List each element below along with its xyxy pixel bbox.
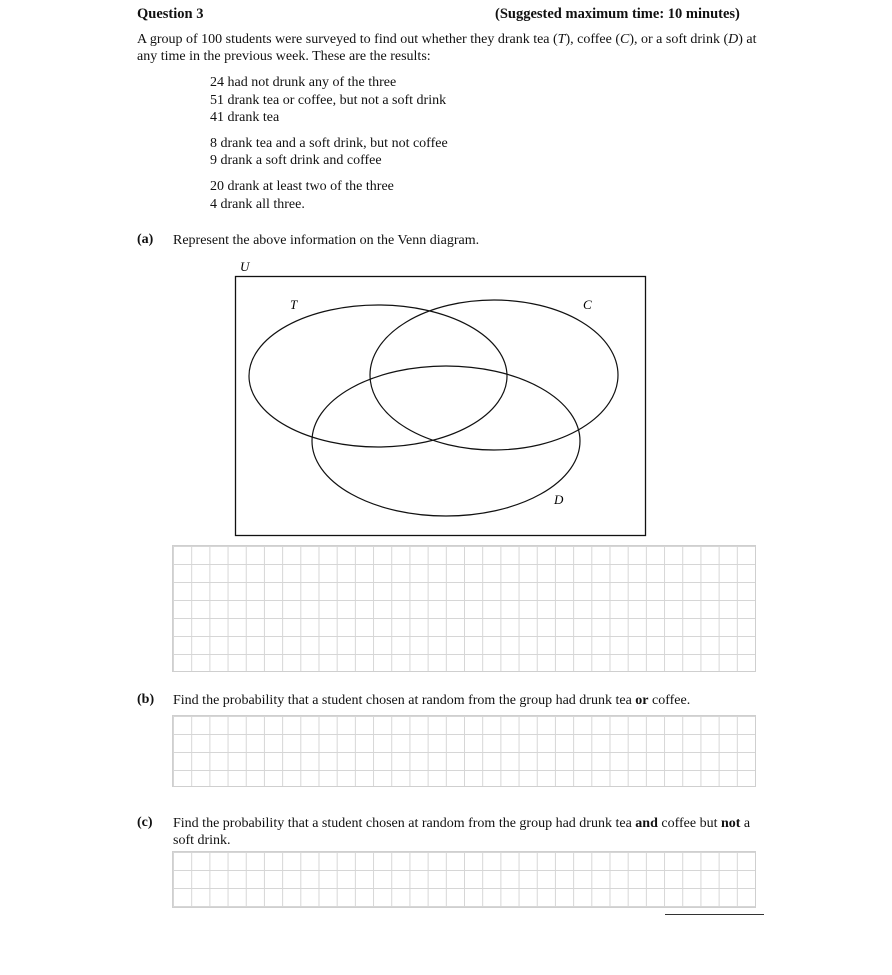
answer-grid-a[interactable] xyxy=(172,545,756,672)
result-line: 8 drank tea and a soft drink, but not coffee xyxy=(210,136,448,151)
result-line: 20 drank at least two of the three xyxy=(210,179,394,194)
answer-line xyxy=(665,914,764,915)
symbol-d: D xyxy=(728,32,739,47)
part-a-label: (a) xyxy=(137,232,154,247)
result-line: 41 drank tea xyxy=(210,110,280,125)
part-c-text-2: coffee but xyxy=(657,816,721,831)
answer-grid-c[interactable] xyxy=(172,851,756,908)
part-b-text-2: coffee. xyxy=(648,693,691,708)
result-line: 9 drank a soft drink and coffee xyxy=(210,153,382,168)
result-line: 4 drank all three. xyxy=(210,197,305,212)
universe-label: U xyxy=(240,259,250,274)
part-c-bold-1: and xyxy=(635,816,658,831)
set-c-ellipse xyxy=(370,300,618,450)
result-line: 24 had not drunk any of the three xyxy=(210,75,397,90)
set-t-label: T xyxy=(290,297,298,312)
answer-grid-b[interactable] xyxy=(172,715,756,787)
symbol-c: C xyxy=(620,32,630,47)
part-c-bold-2: not xyxy=(720,816,741,831)
part-b-text-1: Find the probability that a student chosen at random from the group had drunk tea xyxy=(173,693,636,708)
intro-text-1: A group of 100 students were surveyed to find out whether they drank tea ( xyxy=(137,32,558,47)
part-c-text-1: Find the probability that a student chosen at random from the group had drunk tea xyxy=(173,816,636,831)
symbol-t: T xyxy=(557,32,566,47)
universe-rectangle xyxy=(236,277,646,536)
result-line: 51 drank tea or coffee, but not a soft drink xyxy=(210,93,447,108)
part-c-text-3: a soft drink. xyxy=(173,816,751,848)
set-d-ellipse xyxy=(312,366,580,516)
intro-text-3: ), or a soft drink ( xyxy=(629,32,729,47)
intro-text-2: ), coffee ( xyxy=(565,32,621,47)
part-a-text: Represent the above information on the Venn diagram. xyxy=(173,233,480,248)
intro-text-4: ) at any time in the previous week. These are the results: xyxy=(137,32,757,64)
part-b-label: (b) xyxy=(137,692,155,707)
time-note: (Suggested maximum time: 10 minutes) xyxy=(495,6,740,22)
part-b-bold: or xyxy=(635,693,649,708)
set-d-label: D xyxy=(554,492,564,507)
question-title: Question 3 xyxy=(137,6,204,22)
part-c-label: (c) xyxy=(137,815,153,830)
part-c-text xyxy=(173,815,763,849)
set-c-label: C xyxy=(583,297,592,312)
part-b-text xyxy=(173,692,763,709)
